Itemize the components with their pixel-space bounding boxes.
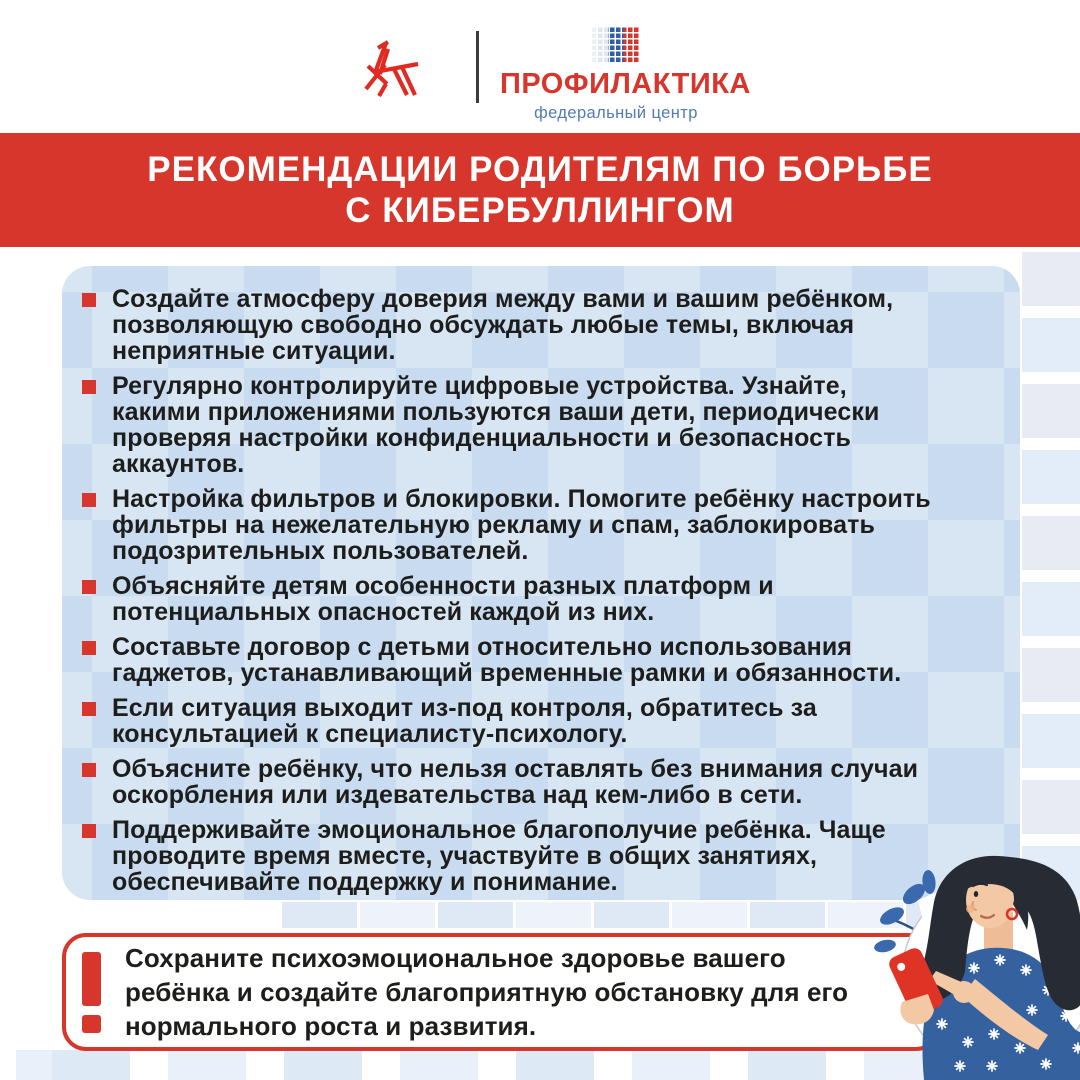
alert-text: Сохраните психоэмоциональное здоровье вашего ребёнка и создайте благоприятную обстановку для его нормального роста и развития.	[125, 943, 849, 1041]
list-item	[82, 756, 940, 808]
list-item-text: Составьте договор с детьми относительно использования гаджетов, устанавливающий временные рамки и обязанности.	[112, 633, 902, 687]
title-line-2: С КИБЕРБУЛЛИНГОМ	[345, 191, 735, 230]
list-item	[82, 286, 940, 364]
list-item	[82, 817, 940, 895]
list-item	[82, 373, 940, 477]
title-line-1: РЕКОМЕНДАЦИИ РОДИТЕЛЯМ ПО БОРЬБЕ	[147, 150, 933, 189]
exclamation-icon	[82, 952, 101, 1033]
woman-with-phone-illustration	[872, 852, 1080, 1080]
square-bullet-icon	[82, 824, 96, 838]
brand-subtitle: федеральный центр	[534, 104, 698, 122]
square-bullet-icon	[82, 641, 96, 655]
list-item-text: Создайте атмосферу доверия между вами и вашим ребёнком, позволяющую свободно обсуждать любые темы, включая неприятные ситуации.	[112, 285, 894, 365]
recommendations-list	[82, 286, 940, 895]
recommendations-panel	[62, 266, 1020, 900]
flag-mosaic-icon	[592, 26, 640, 62]
header	[0, 0, 1080, 133]
list-item-text: Настройка фильтров и блокировки. Помогите ребёнку настроить фильтры на нежелательную рекламу и спам, заблокировать подозрительных пользователей.	[112, 485, 931, 565]
brand-block	[500, 26, 751, 123]
list-item-text: Объясняйте детям особенности разных платформ и потенциальных опасностей каждой из них.	[112, 572, 774, 626]
brand-divider	[476, 31, 479, 103]
list-item-text: Поддерживайте эмоциональное благополучие ребёнка. Чаще проводите время вместе, участвуйте в общих занятиях, обеспечивайте поддержку и понимание.	[112, 816, 886, 896]
square-bullet-icon	[82, 763, 96, 777]
list-item-text: Объясните ребёнку, что нельзя оставлять без внимания случаи оскорбления или издевательства над кем-либо в сети.	[112, 755, 919, 809]
brand-name: ПРОФИЛАКТИКА	[500, 68, 751, 100]
title-banner	[0, 133, 1080, 247]
square-bullet-icon	[82, 580, 96, 594]
chair-logo-icon	[360, 38, 420, 98]
square-bullet-icon	[82, 493, 96, 507]
list-item-text: Регулярно контролируйте цифровые устройства. Узнайте, какими приложениями пользуются ваши дети, периодически проверяя настройки конфиденциальности и безопасность аккаунтов.	[112, 372, 880, 478]
square-bullet-icon	[82, 380, 96, 394]
list-item	[82, 573, 940, 625]
list-item	[82, 486, 940, 564]
list-item-text: Если ситуация выходит из-под контроля, обратитесь за консультацией к специалисту-психологу.	[112, 694, 817, 748]
square-bullet-icon	[82, 702, 96, 716]
list-item	[82, 695, 940, 747]
alert-box	[62, 933, 940, 1051]
square-bullet-icon	[82, 293, 96, 307]
list-item	[82, 634, 940, 686]
